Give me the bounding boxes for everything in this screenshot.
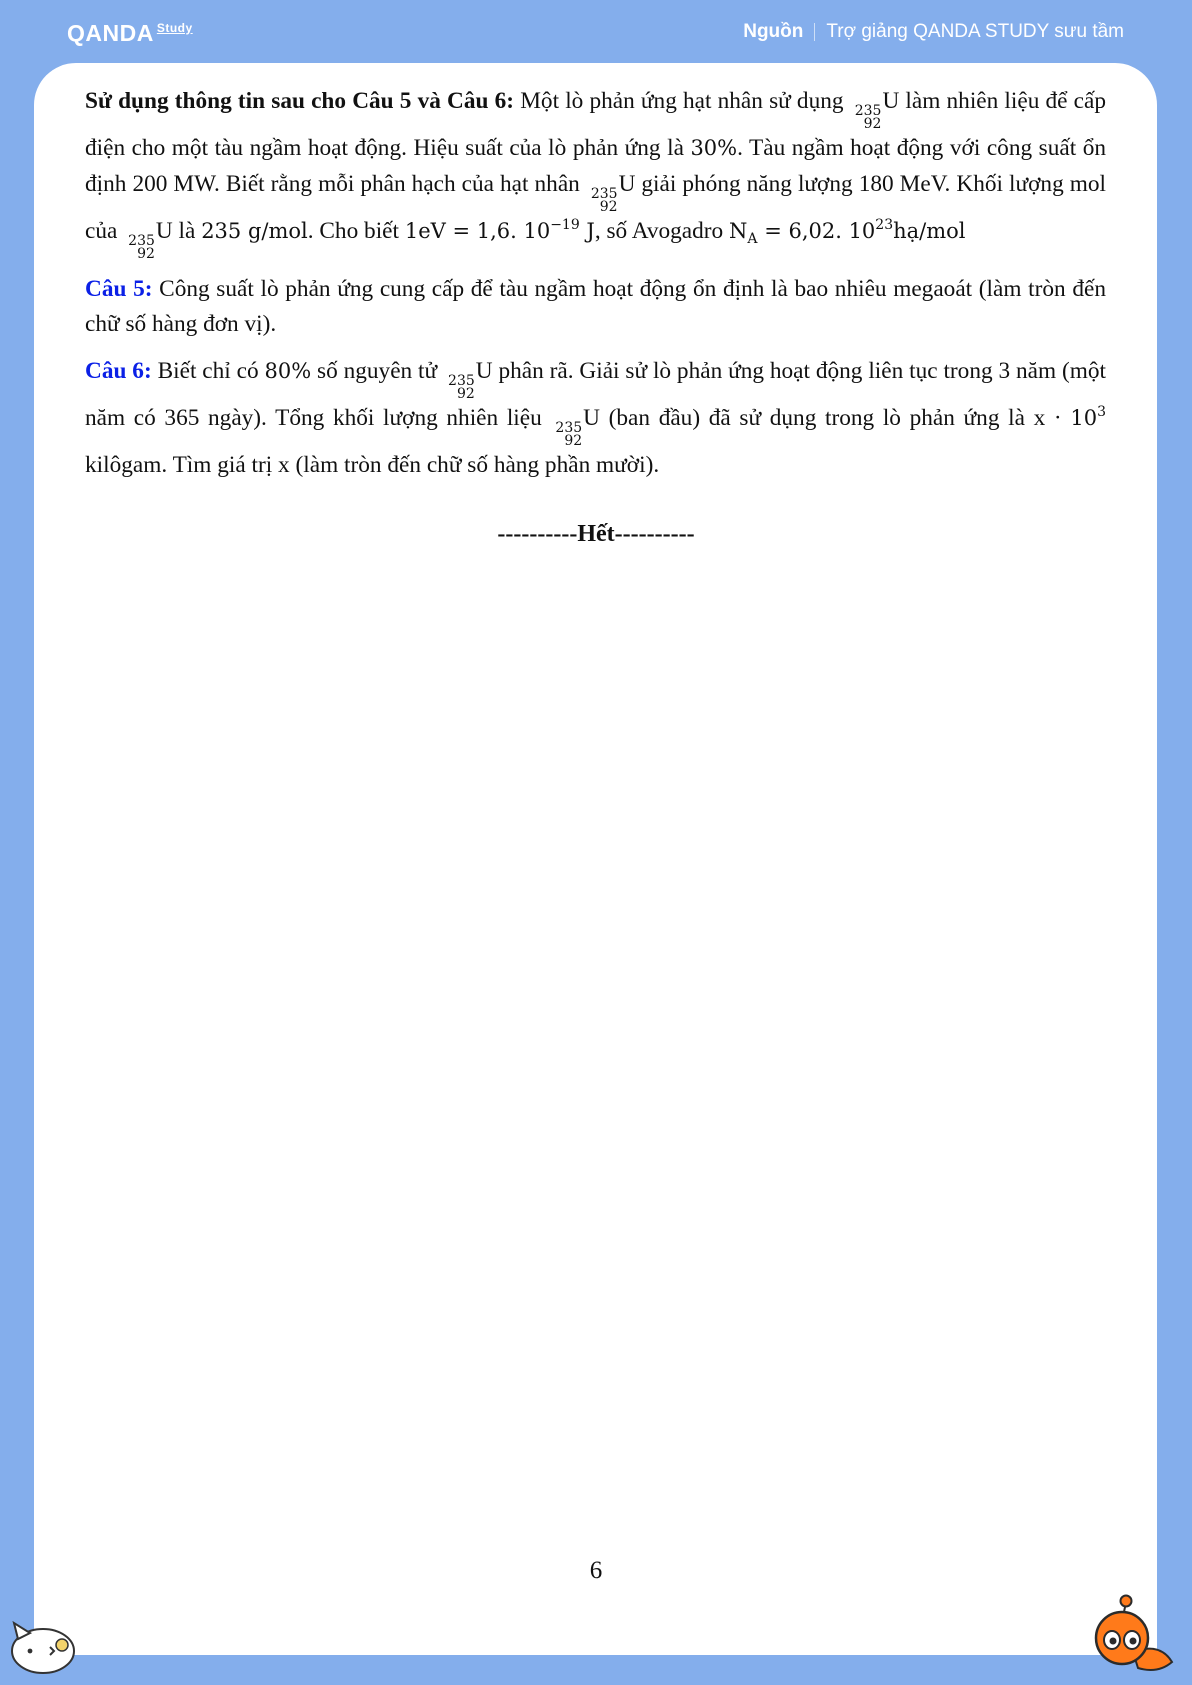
question-5-label: Câu 5:	[85, 275, 153, 302]
power-of-ten: $10^3$	[1070, 403, 1106, 430]
passage-lead: Sử dụng thông tin sau cho Câu 5 và Câu 6:	[85, 88, 515, 114]
uranium-nuclide: 235 92	[590, 185, 618, 215]
avogadro-constant: $N_A = 6,02$. $10^{23}hạ$/mol	[729, 216, 966, 247]
uranium-nuclide: 235 92	[128, 232, 155, 262]
molar-mass-value: 235 g/mol	[201, 218, 308, 243]
source-text: Trợ giảng QANDA STUDY sưu tầm	[826, 21, 1124, 42]
efficiency-value: 30%	[690, 136, 738, 160]
document-body	[85, 84, 1106, 494]
question-5	[85, 272, 1106, 343]
top-bar	[0, 0, 1192, 64]
separator	[814, 23, 815, 41]
logo-sub: Study	[156, 21, 193, 35]
end-marker: ----------Hết----------	[497, 521, 695, 547]
logo-main: QANDA	[67, 20, 154, 46]
uranium-nuclide: 235 92	[448, 372, 475, 402]
question-5-text: Công suất lò phản ứng cung cấp để tàu ngầm hoạt động ổn định là bao nhiêu megaoát (làm tròn đến chữ số hàng đơn vị).	[85, 275, 1106, 337]
question-6-label: Câu 6:	[85, 357, 152, 384]
source-label: Nguồn	[743, 21, 804, 42]
question-6: Câu 6: Biết chỉ có 80% số nguyên tử 235 92 U phân rã. Giải sử lò phản ứng hoạt động liên tục trong 3 năm (một năm có 365 ngày). Tổng khối lượng nhiên liệu 235 92 U (ban đầu) đã sử dụng trong lò phản ứng là $x \cdot 10^3$ kilôgam. Tìm giá trị x (làm tròn đến chữ số hàng phần mười).	[85, 357, 1106, 478]
cat-mascot-icon	[10, 1617, 76, 1682]
qanda-study-logo	[67, 20, 193, 47]
uranium-nuclide: 235 92	[555, 419, 583, 449]
robot-mascot-icon	[1088, 1594, 1174, 1679]
source-credit	[743, 21, 1124, 43]
uranium-nuclide: 235 92	[854, 103, 882, 132]
shared-passage: Sử dụng thông tin sau cho Câu 5 và Câu 6: Một lò phản ứng hạt nhân sử dụng 235 92 U làm nhiên liệu để cấp điện cho một tàu ngầm hoạt động. Hiệu suất của lò phản ứng là 30%. Tàu ngầm hoạt động với công suất ổn định 200 MW. Biết rằng mỗi phân hạch của hạt nhân 235 92 U giải phóng năng lượng 180 MeV. Khối lượng mol của 235 92 U là 235 g/mol. Cho biết 1eV = 1,6. $10^{-19}$ J, số Avogadro $N_A = 6,02$. $10^{23}hạ$/mol	[85, 88, 1107, 262]
ev-conversion: 1eV = 1,6. $10^{-19}$ J	[404, 216, 595, 243]
page-number: 6	[589, 1557, 603, 1584]
decay-percent: 80%	[264, 358, 312, 383]
